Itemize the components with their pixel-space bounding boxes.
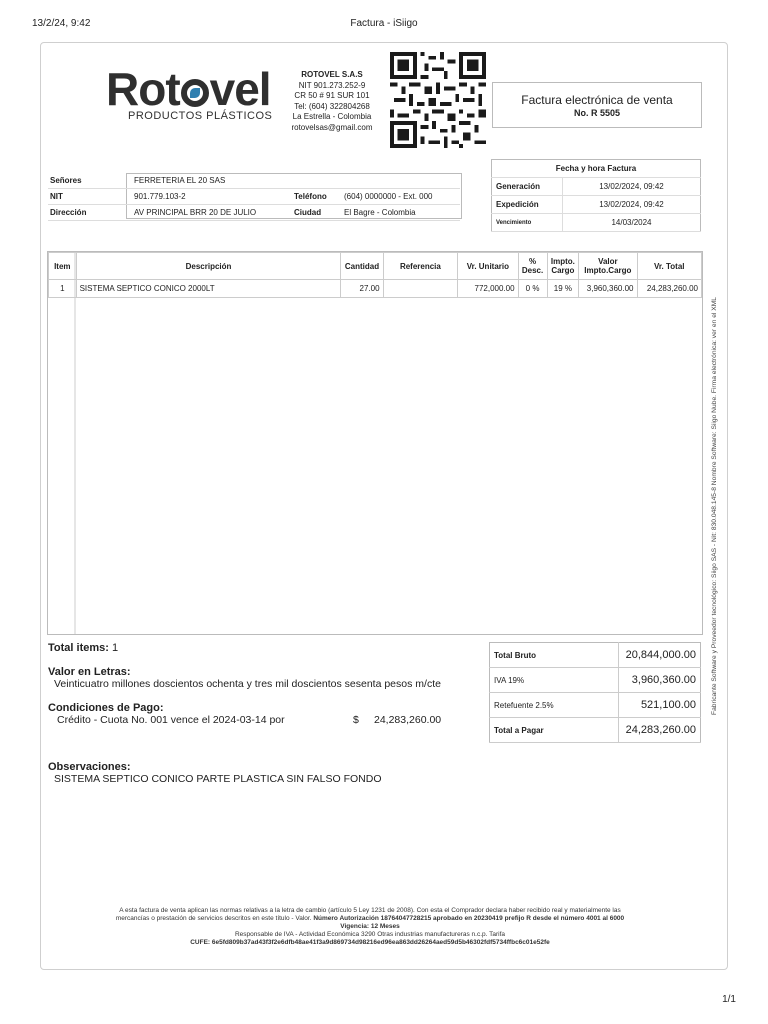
logo-subtitle: PRODUCTOS PLÁSTICOS bbox=[128, 110, 273, 122]
total-bruto-label: Total Bruto bbox=[490, 643, 619, 668]
legal-line-2b: Número Autorización 18764047728215 aprobado en 20230419 prefijo R desde el número 4001 al 6000 bbox=[313, 915, 625, 922]
vencimiento-value: 14/03/2024 bbox=[563, 214, 701, 232]
company-logo bbox=[106, 63, 278, 128]
col-valor-1: Valor bbox=[598, 257, 618, 266]
items-table-box bbox=[47, 251, 703, 635]
legal-line-2a: mercancías o prestación de servicios descritos en este título - Valor. bbox=[115, 915, 312, 922]
col-vr-total: Vr. Total bbox=[637, 253, 702, 280]
qr-code-icon bbox=[390, 52, 486, 148]
row-cantidad: 27.00 bbox=[341, 280, 383, 298]
observaciones-text: SISTEMA SEPTICO CONICO PARTE PLASTICA SIN FALSO FONDO bbox=[54, 773, 382, 785]
col-vr-unitario: Vr. Unitario bbox=[458, 253, 518, 280]
total-pagar-label: Total a Pagar bbox=[490, 718, 619, 743]
total-pagar-value: 24,283,260.00 bbox=[619, 718, 701, 743]
legal-line-3: Vigencia: 12 Meses bbox=[340, 923, 400, 930]
generacion-value: 13/02/2024, 09:42 bbox=[563, 178, 701, 196]
company-name: ROTOVEL S.A.S bbox=[301, 70, 363, 79]
senores-value: FERRETERIA EL 20 SAS bbox=[132, 173, 460, 189]
logo-text-suffix: vel bbox=[209, 63, 271, 115]
expedicion-label: Expedición bbox=[492, 196, 563, 214]
row-vr-unitario: 772,000.00 bbox=[458, 280, 518, 298]
total-items-value: 1 bbox=[111, 642, 119, 654]
row-item: 1 bbox=[49, 280, 77, 298]
col-impto-1: Impto. bbox=[550, 257, 575, 266]
telefono-value: (604) 0000000 - Ext. 000 bbox=[342, 189, 460, 205]
client-row bbox=[48, 189, 460, 205]
legal-cufe: CUFE: 6e5fd809b37ad43f3f2e6dfb48ae41f3a9d869734d98216ed96ea863dd26264aed59d5b46302fdf5734ffbc6c01e52fe bbox=[190, 939, 550, 946]
items-header-row bbox=[49, 253, 702, 280]
company-city: La Estrella - Colombia bbox=[292, 112, 372, 121]
column-divider-lines bbox=[48, 252, 702, 634]
condicion-currency: $ bbox=[353, 714, 359, 726]
vencimiento-label: Vencimiento bbox=[492, 214, 563, 232]
document-number: No. R 5505 bbox=[573, 108, 621, 118]
valor-letras-label: Valor en Letras: bbox=[48, 666, 131, 678]
total-items-label: Total items: bbox=[48, 642, 109, 654]
client-row bbox=[48, 173, 460, 189]
condicion-pago bbox=[57, 714, 478, 728]
invoice-dates-table bbox=[491, 159, 701, 232]
print-title: Factura - iSiigo bbox=[350, 18, 418, 29]
observaciones-label: Observaciones: bbox=[48, 761, 131, 773]
col-impto-2: Cargo bbox=[551, 266, 575, 275]
col-valor-impto bbox=[579, 253, 637, 280]
totals-table bbox=[489, 642, 701, 743]
senores-label: Señores bbox=[48, 173, 132, 189]
company-phone: Tel: (604) 322804268 bbox=[294, 101, 370, 111]
col-desc-label: Desc. bbox=[521, 266, 544, 275]
col-valor-2: Impto.Cargo bbox=[584, 266, 632, 275]
nit-label: NIT bbox=[48, 189, 132, 205]
col-referencia: Referencia bbox=[383, 253, 458, 280]
row-referencia bbox=[383, 280, 458, 298]
row-valor-impto: 3,960,360.00 bbox=[579, 280, 637, 298]
iva-label: IVA 19% bbox=[490, 668, 619, 693]
expedicion-value: 13/02/2024, 09:42 bbox=[563, 196, 701, 214]
direccion-label: Dirección bbox=[48, 205, 132, 221]
legal-line-4: Responsable de IVA - Actividad Económica 3290 Otras industrias manufactureras n.c.p. Tarifa bbox=[234, 931, 505, 938]
print-datetime: 13/2/24, 9:42 bbox=[32, 18, 91, 29]
col-desc bbox=[518, 253, 547, 280]
condicion-valor: 24,283,260.00 bbox=[374, 714, 442, 726]
row-vr-total: 24,283,260.00 bbox=[637, 280, 702, 298]
software-provider-text: Fabricante Software y Proveedor tecnológico: Siigo SAS - Nit: 830.048.145-8 Nombre Software: Siigo Nube. Firma electrónica: ver en el XML bbox=[712, 339, 718, 715]
total-items bbox=[48, 642, 478, 654]
generacion-label: Generación bbox=[492, 178, 563, 196]
col-desc-pct: % bbox=[528, 257, 537, 266]
company-email: rotovelsas@gmail.com bbox=[291, 122, 373, 132]
company-info bbox=[284, 70, 380, 133]
col-cantidad: Cantidad bbox=[341, 253, 383, 280]
company-nit: NIT 901.273.252-9 bbox=[298, 80, 366, 90]
row-impto: 19 % bbox=[547, 280, 579, 298]
ciudad-value: El Bagre - Colombia bbox=[342, 205, 460, 221]
valor-letras-value: Veinticuatro millones doscientos ochenta y tres mil doscientos sesenta pesos m/cte bbox=[54, 678, 441, 690]
payment-summary bbox=[48, 642, 478, 728]
total-bruto-value: 20,844,000.00 bbox=[619, 643, 701, 668]
telefono-label: Teléfono bbox=[292, 189, 342, 205]
col-impto bbox=[547, 253, 579, 280]
logo-text-prefix: Rot bbox=[106, 63, 180, 115]
client-row bbox=[48, 205, 460, 221]
direccion-value: AV PRINCIPAL BRR 20 DE JULIO bbox=[132, 205, 292, 221]
logo-o-icon bbox=[181, 79, 209, 107]
observaciones bbox=[48, 761, 548, 785]
legal-line-1: A esta factura de venta aplican las normas relativas a la letra de cambio (artículo 5 Ley 1231 de 2008). Con esta el Comprador declara haber recibido real y materialmente las bbox=[119, 907, 621, 914]
table-row bbox=[49, 280, 702, 298]
legal-line-2 bbox=[60, 915, 680, 923]
page-indicator: 1/1 bbox=[722, 994, 736, 1005]
company-address: CR 50 # 91 SUR 101 bbox=[294, 91, 370, 100]
condicion-text: Crédito - Cuota No. 001 vence el 2024-03-14 por bbox=[57, 714, 285, 726]
legal-footer bbox=[60, 907, 680, 947]
col-descripcion: Descripción bbox=[76, 253, 341, 280]
condiciones-label: Condiciones de Pago: bbox=[48, 702, 164, 714]
client-info-table bbox=[48, 173, 460, 221]
iva-value: 3,960,360.00 bbox=[619, 668, 701, 693]
document-title-box bbox=[492, 82, 702, 128]
nit-value: 901.779.103-2 bbox=[132, 189, 292, 205]
retefuente-value: 521,100.00 bbox=[619, 693, 701, 718]
dates-header: Fecha y hora Factura bbox=[492, 160, 701, 178]
col-item: Item bbox=[49, 253, 77, 280]
ciudad-label: Ciudad bbox=[292, 205, 342, 221]
document-title: Factura electrónica de venta bbox=[521, 93, 673, 107]
software-provider-note bbox=[706, 295, 720, 715]
row-descripcion: SISTEMA SEPTICO CONICO 2000LT bbox=[76, 280, 341, 298]
row-desc: 0 % bbox=[518, 280, 547, 298]
retefuente-label: Retefuente 2.5% bbox=[490, 693, 619, 718]
items-table bbox=[48, 252, 702, 298]
